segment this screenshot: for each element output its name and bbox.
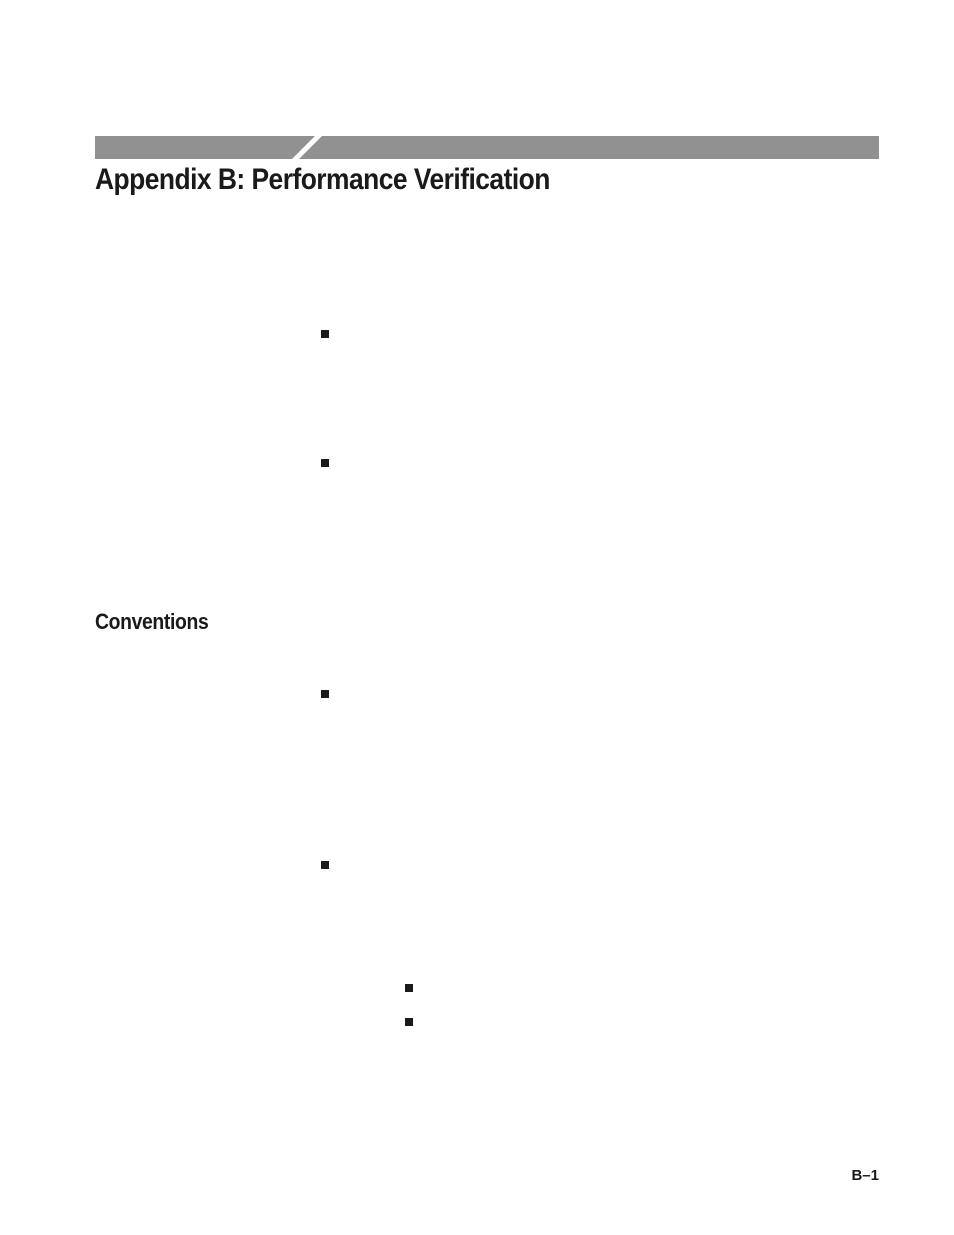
header-bar-graphic bbox=[95, 136, 879, 159]
header-bar-left-segment bbox=[95, 136, 315, 159]
bullet-marker bbox=[321, 330, 329, 338]
chapter-header-bar bbox=[95, 136, 879, 159]
section-heading-conventions: Conventions bbox=[95, 609, 209, 634]
chapter-title: Appendix B: Performance Verification bbox=[95, 163, 550, 196]
bullet-marker bbox=[321, 459, 329, 467]
sub-bullet-marker bbox=[405, 1018, 413, 1026]
header-bar-right-segment bbox=[299, 136, 879, 159]
sub-bullet-marker bbox=[405, 984, 413, 992]
page-number: B–1 bbox=[851, 1167, 879, 1184]
bullet-marker bbox=[321, 861, 329, 869]
bullet-marker bbox=[321, 690, 329, 698]
